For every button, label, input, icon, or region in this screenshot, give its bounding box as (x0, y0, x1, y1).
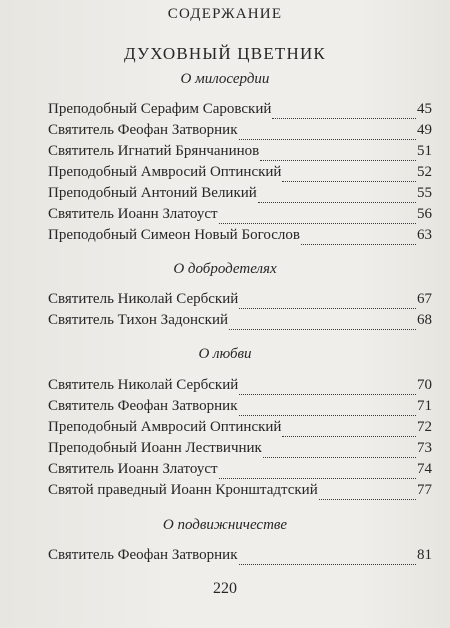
toc-entry[interactable] (48, 377, 432, 399)
dot-leader (239, 139, 417, 140)
toc-entry[interactable] (48, 101, 432, 123)
toc-entry-name: Святой праведный Иоанн Кронштадтский (48, 482, 318, 498)
toc-entry-page: 52 (417, 164, 432, 180)
toc-entry-name: Святитель Иоанн Златоуст (48, 461, 218, 477)
toc-entry[interactable] (48, 291, 432, 313)
running-head: СОДЕРЖАНИЕ (167, 6, 283, 22)
toc-entry[interactable] (48, 143, 432, 165)
dot-leader (239, 394, 416, 395)
toc-entry-page: 51 (417, 143, 432, 159)
toc-entry[interactable] (48, 419, 432, 441)
dot-leader (229, 329, 416, 330)
dot-leader (239, 308, 416, 309)
dot-leader (239, 415, 417, 416)
dot-leader (219, 223, 416, 224)
toc-entry-page: 67 (417, 291, 432, 307)
toc-entry-page: 81 (417, 547, 432, 563)
toc-entry-page: 77 (417, 482, 432, 498)
toc-entry-page: 68 (417, 312, 432, 328)
toc-entry[interactable] (48, 312, 432, 334)
dot-leader (319, 499, 416, 500)
section-heading-virtues: О добродетелях (173, 261, 277, 277)
section-heading-asceticism: О подвижничестве (162, 517, 288, 533)
toc-entry-name: Святитель Феофан Затворник (48, 122, 238, 138)
toc-entry[interactable] (48, 461, 432, 483)
toc-entry[interactable] (48, 482, 432, 504)
page-number: 220 (213, 580, 237, 597)
toc-entry-name: Преподобный Симеон Новый Богослов (48, 227, 300, 243)
toc-entry-page: 71 (417, 398, 432, 414)
toc-entry-page: 45 (417, 101, 432, 117)
toc-entry-name: Преподобный Амвросий Оптинский (48, 419, 282, 435)
chapter-title: ДУХОВНЫЙ ЦВЕТНИК (124, 44, 326, 63)
toc-entry[interactable] (48, 185, 432, 207)
toc-entry[interactable] (48, 398, 432, 420)
dot-leader (260, 160, 416, 161)
dot-leader (219, 478, 416, 479)
toc-entry[interactable] (48, 122, 432, 144)
toc-entry-page: 63 (417, 227, 432, 243)
toc-entry[interactable] (48, 227, 432, 249)
toc-entry-name: Святитель Феофан Затворник (48, 398, 238, 414)
toc-entry-name: Святитель Игнатий Брянчанинов (48, 143, 260, 159)
toc-entry-name: Преподобный Антоний Великий (48, 185, 257, 201)
toc-entry-name: Святитель Николай Сербский (48, 291, 239, 307)
toc-entry-page: 70 (417, 377, 432, 393)
dot-leader (239, 564, 417, 565)
toc-entry-name: Преподобный Иоанн Лествичник (48, 440, 262, 456)
toc-entry[interactable] (48, 206, 432, 228)
dot-leader (272, 118, 416, 119)
toc-entry-name: Святитель Николай Сербский (48, 377, 239, 393)
dot-leader (282, 181, 416, 182)
toc-entry-name: Преподобный Серафим Саровский (48, 101, 272, 117)
toc-entry-name: Святитель Иоанн Златоуст (48, 206, 218, 222)
toc-entry-page: 55 (417, 185, 432, 201)
toc-entry-page: 49 (417, 122, 432, 138)
section-heading-mercy: О милосердии (180, 71, 270, 87)
section-heading-love: О любви (198, 346, 252, 362)
toc-entry-name: Святитель Феофан Затворник (48, 547, 238, 563)
dot-leader (282, 436, 416, 437)
toc-entry-page: 73 (417, 440, 432, 456)
toc-entry-page: 74 (417, 461, 432, 477)
toc-entry[interactable] (48, 440, 432, 462)
toc-entry-name: Преподобный Амвросий Оптинский (48, 164, 282, 180)
toc-entry-page: 56 (417, 206, 432, 222)
toc-entry-name: Святитель Тихон Задонский (48, 312, 229, 328)
dot-leader (301, 244, 416, 245)
toc-entry[interactable] (48, 164, 432, 186)
toc-entry[interactable] (48, 547, 432, 569)
dot-leader (258, 202, 416, 203)
toc-entry-page: 72 (417, 419, 432, 435)
dot-leader (263, 457, 416, 458)
